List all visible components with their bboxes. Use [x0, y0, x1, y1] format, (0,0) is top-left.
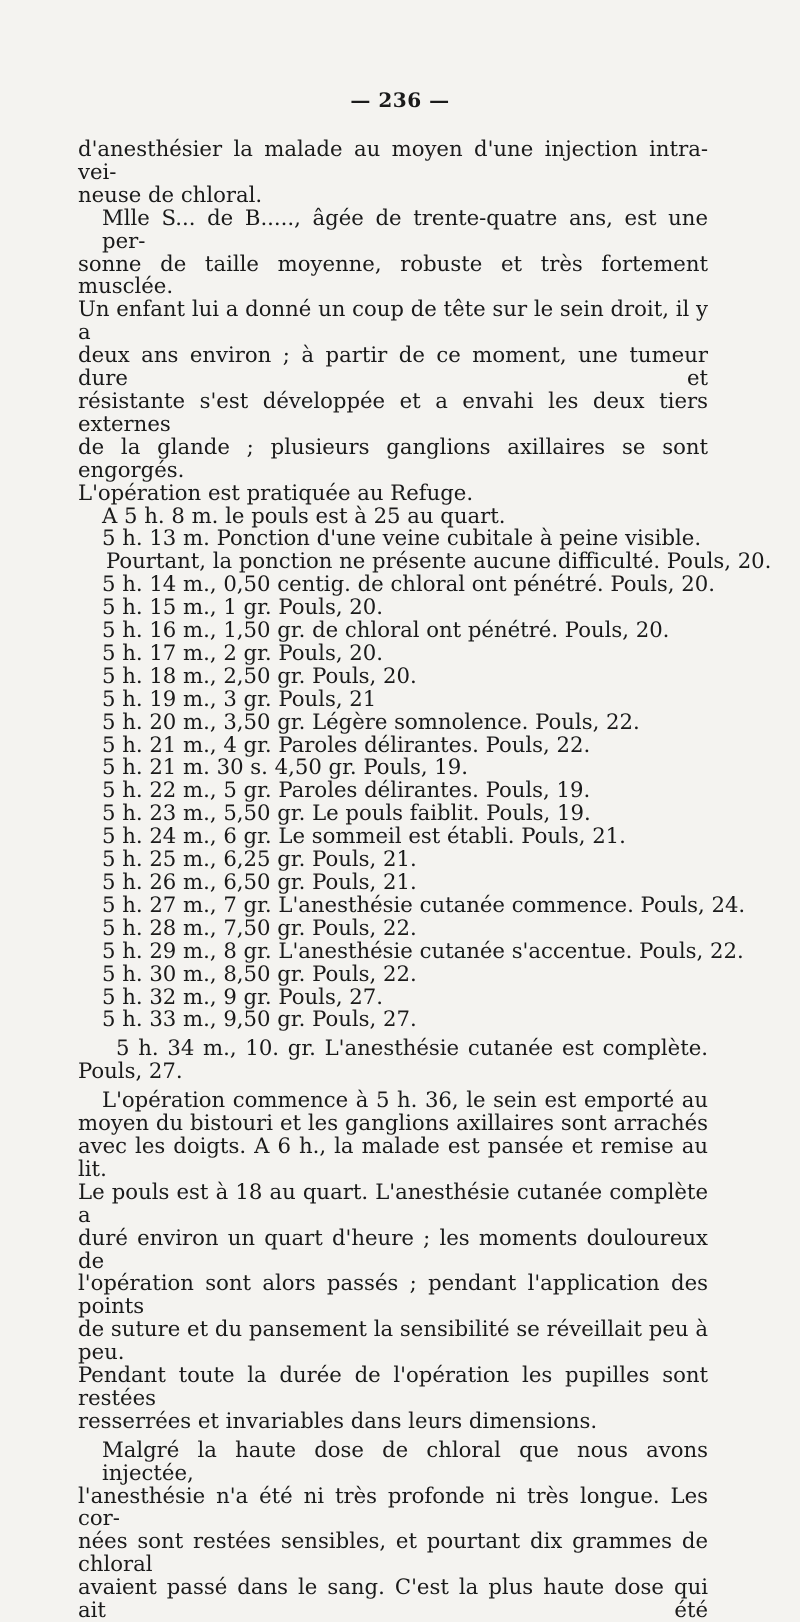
text-line: L'opération est pratiquée au Refuge.: [78, 479, 474, 505]
text-line: 5 h. 26 m., 6,50 gr. Pouls, 21.: [102, 869, 417, 894]
text-line: 5 h. 27 m., 7 gr. L'anesthésie cutanée commence. Pouls, 24.: [102, 891, 746, 917]
text-line: 5 h. 16 m., 1,50 gr. de chloral ont pénétré. Pouls, 20.: [102, 617, 670, 643]
text-line: 5 h. 22 m., 5 gr. Paroles délirantes. Pouls, 19.: [102, 777, 591, 803]
text-line: 5 h. 18 m., 2,50 gr. Pouls, 20.: [102, 662, 417, 688]
text-line: deux ans environ ; à partir de ce moment, une tumeur dure et: [78, 342, 708, 391]
text-line: avec les doigts. A 6 h., la malade est pansée et remise au lit.: [78, 1132, 708, 1181]
text-line: avaient passé dans le sang. C'est la plus haute dose qui ait été: [78, 1574, 708, 1622]
text-line: 5 h. 33 m., 9,50 gr. Pouls, 27.: [102, 1006, 417, 1032]
text-line: Pendant toute la durée de l'opération les pupilles sont restées: [78, 1362, 708, 1410]
text-line: 5 h. 17 m., 2 gr. Pouls, 20.: [102, 639, 383, 665]
text-line: resserrées et invariables dans leurs dimensions.: [78, 1407, 598, 1433]
text-line: de suture et du pansement la sensibilité se réveillait peu à peu.: [78, 1316, 708, 1365]
text-line: Pouls, 27.: [78, 1058, 183, 1084]
text-line: 5 h. 21 m., 4 gr. Paroles délirantes. Pouls, 22.: [102, 731, 591, 757]
text-line: 5 h. 13 m. Ponction d'une veine cubitale à peine visible.: [102, 525, 702, 551]
text-line: moyen du bistouri et les ganglions axillaires sont arrachés: [78, 1110, 708, 1136]
text-line: 5 h. 25 m., 6,25 gr. Pouls, 21.: [102, 846, 417, 872]
text-line: 5 h. 29 m., 8 gr. L'anesthésie cutanée s'accentue. Pouls, 22.: [102, 937, 744, 963]
text-line: 5 h. 28 m., 7,50 gr. Pouls, 22.: [102, 914, 417, 940]
text-line: sonne de taille moyenne, robuste et très fortement musclée.: [78, 250, 708, 299]
text-line: 5 h. 32 m., 9 gr. Pouls, 27.: [102, 983, 383, 1009]
text-line: 5 h. 34 m., 10. gr. L'anesthésie cutanée est complète.: [116, 1035, 708, 1061]
text-line: nées sont restées sensibles, et pourtant dix grammes de chloral: [78, 1528, 708, 1577]
text-line: A 5 h. 8 m. le pouls est à 25 au quart.: [102, 502, 506, 528]
text-line: 5 h. 23 m., 5,50 gr. Le pouls faiblit. Pouls, 19.: [102, 800, 591, 826]
text-line: Mlle S... de B....., âgée de trente-quatre ans, est une per-: [102, 204, 708, 253]
text-line: Pourtant, la ponction ne présente aucune difficulté. Pouls, 20.: [106, 548, 772, 574]
text-line: duré environ un quart d'heure ; les moments douloureux de: [78, 1224, 708, 1273]
text-line: d'anesthésier la malade au moyen d'une injection intra-vei-: [78, 136, 708, 184]
text-line: Un enfant lui a donné un coup de tête sur le sein droit, il y a: [78, 296, 708, 345]
text-line: de la glande ; plusieurs ganglions axillaires se sont engorgés.: [78, 433, 708, 482]
text-line: 5 h. 21 m. 30 s. 4,50 gr. Pouls, 19.: [102, 754, 468, 780]
text-line: neuse de chloral.: [78, 181, 263, 207]
body-text: [78, 136, 772, 1622]
text-line: résistante s'est développée et a envahi les deux tiers externes: [78, 387, 708, 436]
text-line: 5 h. 24 m., 6 gr. Le sommeil est établi. Pouls, 21.: [102, 823, 626, 849]
text-line: l'anesthésie n'a été ni très profonde ni très longue. Les cor-: [78, 1482, 708, 1531]
text-line: L'opération commence à 5 h. 36, le sein est emporté au: [102, 1087, 708, 1113]
text-line: Malgré la haute dose de chloral que nous avons injectée,: [102, 1436, 708, 1485]
text-line: 5 h. 20 m., 3,50 gr. Légère somnolence. Pouls, 22.: [102, 708, 640, 734]
text-line: 5 h. 19 m., 3 gr. Pouls, 21: [102, 685, 377, 711]
text-line: 5 h. 15 m., 1 gr. Pouls, 20.: [102, 594, 383, 620]
text-line: 5 h. 30 m., 8,50 gr. Pouls, 22.: [102, 960, 417, 986]
text-line: l'opération sont alors passés ; pendant l'application des points: [78, 1270, 708, 1319]
text-line: Le pouls est à 18 au quart. L'anesthésie cutanée complète a: [78, 1178, 708, 1227]
page-number: — 236 —: [350, 88, 450, 112]
text-line: 5 h. 14 m., 0,50 centig. de chloral ont pénétré. Pouls, 20.: [102, 571, 715, 597]
